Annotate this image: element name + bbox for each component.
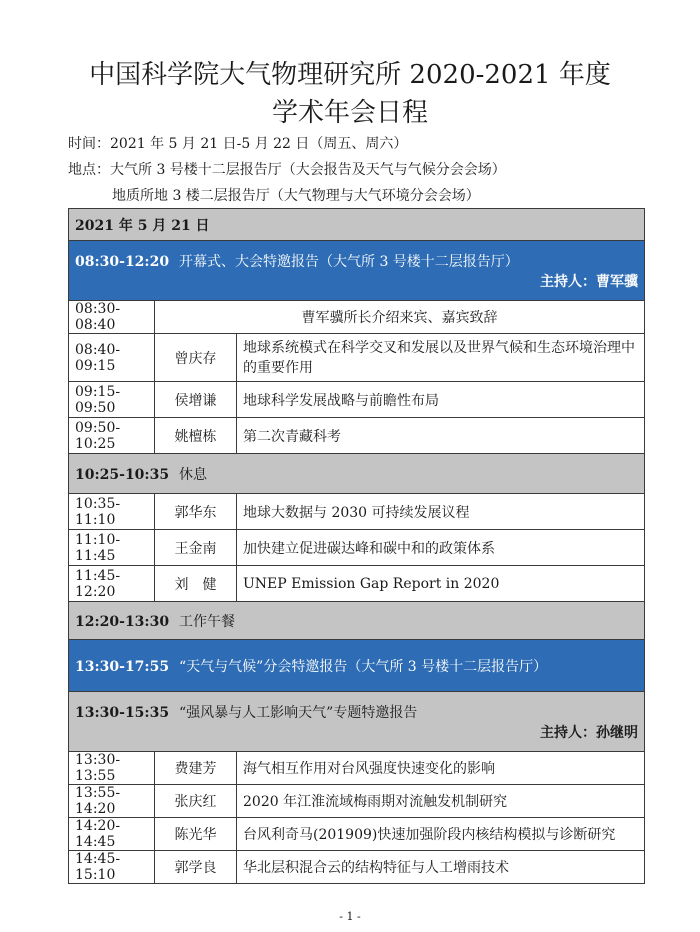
break-label: 休息 [179,466,207,483]
table-row [69,334,645,382]
break-cell [69,454,645,494]
day-header-row [69,209,645,241]
session-title: “天气与气候”分会特邀报告（大气所 3 号楼十二层报告厅） [179,658,548,675]
session-header-row [69,640,645,692]
session-host: 主持人：曹军骥 [540,273,638,290]
row-speaker: 张庆红 [155,785,237,818]
row-time: 10:35-11:10 [69,494,155,530]
row-title: 加快建立促进碳达峰和碳中和的政策体系 [237,530,645,566]
row-title: UNEP Emission Gap Report in 2020 [237,566,645,602]
row-title: 海气相互作用对台风强度快速变化的影响 [237,752,645,785]
table-row [69,851,645,884]
subsession-host: 主持人：孙继明 [540,724,638,741]
row-title: 2020 年江淮流域梅雨期对流触发机制研究 [237,785,645,818]
row-speaker: 郭学良 [155,851,237,884]
session-time: 08:30-12:20 [75,253,170,270]
table-row [69,752,645,785]
session-header [69,241,645,301]
row-speaker: 王金南 [155,530,237,566]
row-speaker: 曾庆存 [155,334,237,382]
row-title: 华北层积混合云的结构特征与人工增雨技术 [237,851,645,884]
row-speaker: 侯增谦 [155,382,237,418]
session-time: 13:30-17:55 [75,658,170,675]
row-speaker: 姚檀栋 [155,418,237,454]
lunch-row [69,602,645,640]
table-row [69,530,645,566]
table-row [69,418,645,454]
row-title: 地球大数据与 2030 可持续发展议程 [237,494,645,530]
row-time: 14:45-15:10 [69,851,155,884]
row-time: 11:45-12:20 [69,566,155,602]
document-title-line2: 学术年会日程 [271,98,428,128]
row-time: 08:40-09:15 [69,334,155,382]
day-label: 2021 年 5 月 21 日 [69,209,645,241]
session-title: 开幕式、大会特邀报告（大气所 3 号楼十二层报告厅） [179,253,519,270]
row-time: 08:30-08:40 [69,301,155,334]
break-row [69,454,645,494]
row-title: 台风利奇马(201909)快速加强阶段内核结构模拟与诊断研究 [237,818,645,851]
row-content: 曹军骥所长介绍来宾、嘉宾致辞 [155,301,645,334]
meeting-place-1: 地点：大气所 3 号楼十二层报告厅（大会报告及天气与气候分会会场） [68,162,506,178]
row-title: 第二次青藏科考 [237,418,645,454]
table-row [69,785,645,818]
row-speaker: 郭华东 [155,494,237,530]
page-number: - 1 - [339,910,361,923]
break-time: 10:25-10:35 [75,466,170,483]
subsession-title: “强风暴与人工影响天气”专题特邀报告 [179,704,418,721]
schedule-table [68,208,645,884]
row-speaker: 费建芳 [155,752,237,785]
table-row [69,301,645,334]
row-time: 09:15-09:50 [69,382,155,418]
document-title-line1: 中国科学院大气物理研究所 2020-2021 年度 [89,60,611,90]
session-header-row [69,241,645,301]
table-row [69,818,645,851]
row-title: 地球科学发展战略与前瞻性布局 [237,382,645,418]
table-row [69,494,645,530]
lunch-label: 工作午餐 [179,613,235,630]
row-title: 地球系统模式在科学交叉和发展以及世界气候和生态环境治理中的重要作用 [237,334,645,382]
row-time: 14:20-14:45 [69,818,155,851]
subsession-header-row [69,692,645,752]
meeting-time: 时间：2021 年 5 月 21 日-5 月 22 日（周五、周六） [68,136,408,152]
row-time: 11:10-11:45 [69,530,155,566]
row-time: 09:50-10:25 [69,418,155,454]
subsession-time: 13:30-15:35 [75,704,170,721]
lunch-cell [69,602,645,640]
row-time: 13:55-14:20 [69,785,155,818]
row-speaker: 陈光华 [155,818,237,851]
meeting-place-2: 地质所地 3 楼二层报告厅（大气物理与大气环境分会会场） [112,188,480,204]
table-row [69,382,645,418]
table-row [69,566,645,602]
row-time: 13:30-13:55 [69,752,155,785]
session-header [69,640,645,692]
lunch-time: 12:20-13:30 [75,613,170,630]
subsession-header [69,692,645,752]
row-speaker: 刘 健 [155,566,237,602]
